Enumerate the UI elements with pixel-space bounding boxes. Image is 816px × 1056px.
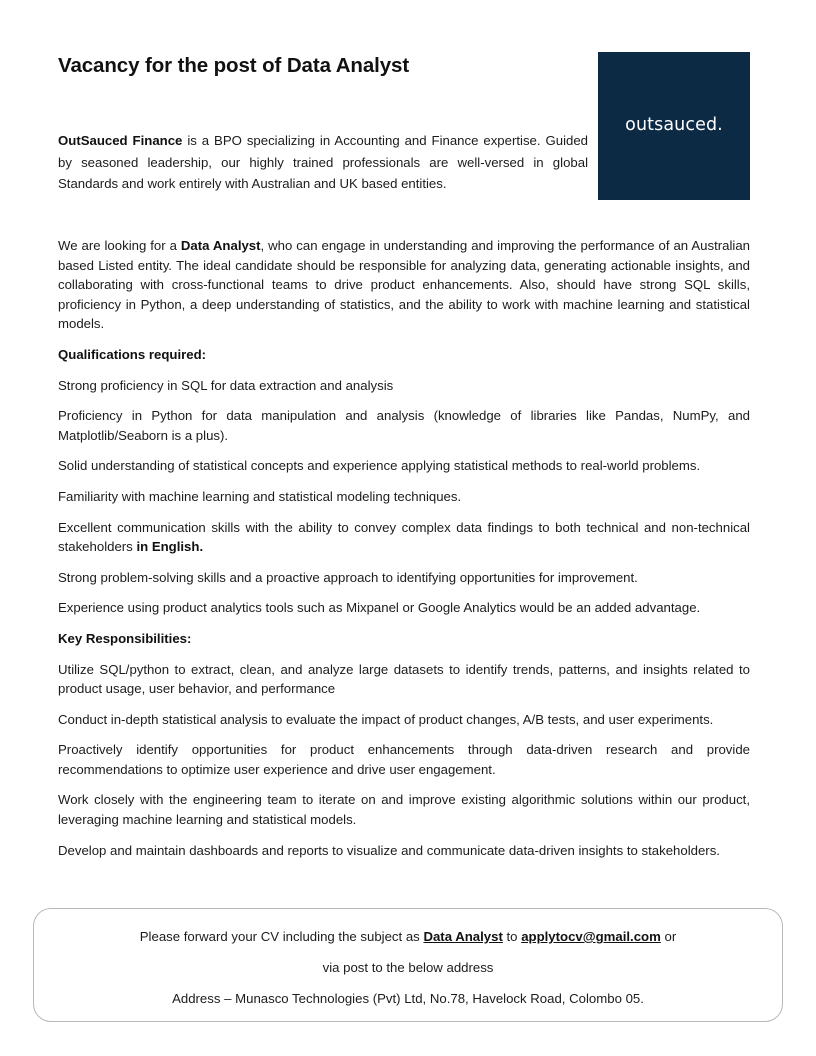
overview-part2: , who can engage in understanding and improving the performance of an Australian based Listed entity. The ideal candidate should be responsible for analyzing data, generating actionable insights, and collaborating with cross-functional teams to drive product enhancements. Also, should have strong SQL skills, proficiency in Python, a deep understanding of statistics, and the ability to work with machine learning and statistical models. xyxy=(58,238,750,332)
logo-wordmark: outsauced. xyxy=(625,115,723,136)
footer-address-line: Address – Munasco Technologies (Pvt) Ltd, No.78, Havelock Road, Colombo 05. xyxy=(172,991,644,1006)
footer-post-line: via post to the below address xyxy=(322,960,494,975)
document-body xyxy=(58,236,750,871)
overview-part1: We are looking for a xyxy=(58,238,181,253)
contact-footer-box xyxy=(33,908,783,1022)
responsibility-item: Proactively identify opportunities for product enhancements through data-driven research and provide recommendations to optimize user experience and drive user engagement. xyxy=(58,742,750,777)
responsibility-item: Develop and maintain dashboards and reports to visualize and communicate data-driven insights to stakeholders. xyxy=(58,842,720,858)
company-name: OutSauced Finance xyxy=(58,133,183,148)
qualification-item: Experience using product analytics tools such as Mixpanel or Google Analytics would be an added advantage. xyxy=(58,600,701,616)
company-logo xyxy=(598,52,750,200)
qualification-item: Solid understanding of statistical concepts and experience applying statistical methods to real-world problems. xyxy=(58,458,701,474)
responsibility-item: Conduct in-depth statistical analysis to evaluate the impact of product changes, A/B tests, and user experiments. xyxy=(58,711,714,727)
intro-paragraph xyxy=(58,130,588,195)
intro-text: is a BPO specializing in Accounting and Finance expertise. Guided by seasoned leadership, our highly trained professionals are well-versed in global Standards and work entirely with Australian and UK based entities. xyxy=(58,133,588,191)
footer-text-or: or xyxy=(660,929,677,944)
qualification-item: Strong problem-solving skills and a proactive approach to identifying opportunities for improvement. xyxy=(58,569,638,585)
qualifications-heading: Qualifications required: xyxy=(58,346,207,362)
footer-email-link[interactable]: applytocv@gmail.com xyxy=(521,929,661,944)
footer-subject-link[interactable]: Data Analyst xyxy=(423,929,503,944)
footer-text-to: to xyxy=(502,929,522,944)
page-title: Vacancy for the post of Data Analyst xyxy=(58,54,410,77)
qualification-item: Proficiency in Python for data manipulation and analysis (knowledge of libraries like Pandas, NumPy, and Matplotlib/Seaborn is a plus). xyxy=(58,408,750,443)
qualification-item: Strong proficiency in SQL for data extraction and analysis xyxy=(58,377,394,393)
footer-instruction-line xyxy=(34,928,782,946)
qualification-item-communication xyxy=(58,518,750,557)
responsibilities-heading: Key Responsibilities: xyxy=(58,630,192,646)
communication-text: Excellent communication skills with the ability to convey complex data findings to both technical and non-technical stakeholders xyxy=(58,519,750,555)
responsibility-item: Utilize SQL/python to extract, clean, and analyze large datasets to identify trends, patterns, and insights related to product usage, user behavior, and performance xyxy=(58,661,750,697)
qualification-item: Familiarity with machine learning and statistical modeling techniques. xyxy=(58,488,462,504)
responsibility-item: Work closely with the engineering team to iterate on and improve existing algorithmic solutions within our product, leveraging machine learning and statistical models. xyxy=(58,792,750,828)
overview-role: Data Analyst xyxy=(180,238,261,253)
overview-paragraph xyxy=(58,236,750,334)
communication-bold-tail: in English. xyxy=(136,539,204,555)
footer-text-before-subject: Please forward your CV including the subject as xyxy=(139,929,424,944)
